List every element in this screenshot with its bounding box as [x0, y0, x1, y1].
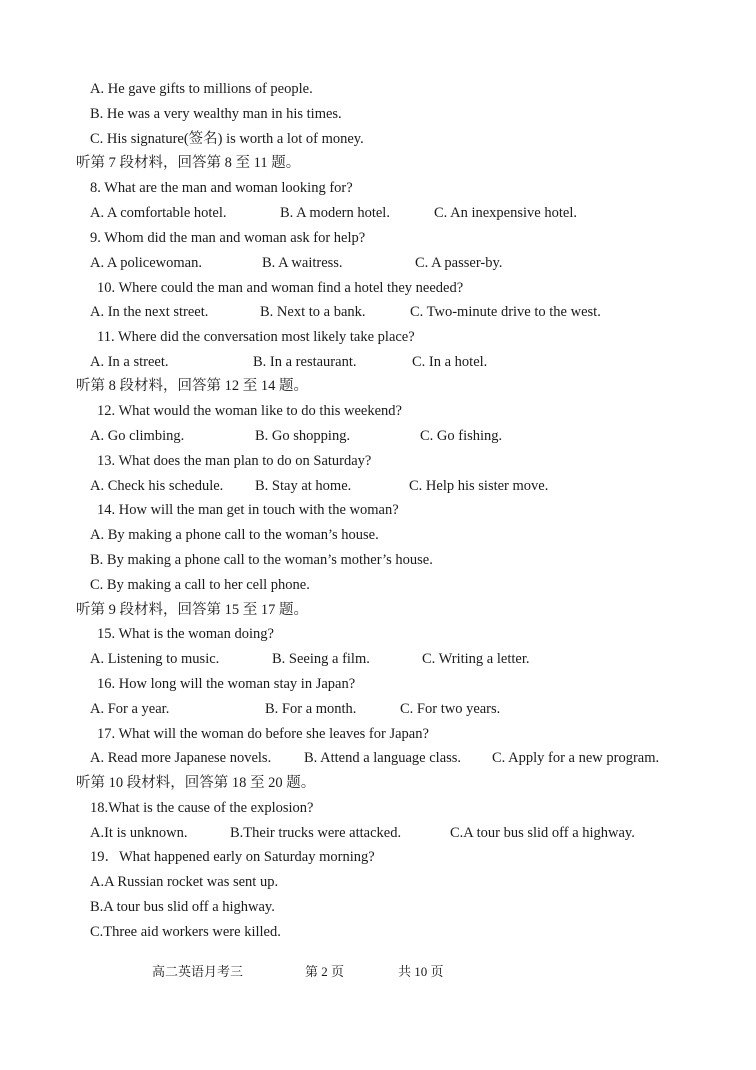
option-a: A.A Russian rocket was sent up. [90, 874, 279, 890]
question-stem [0, 845, 756, 869]
answer-options-row [0, 573, 756, 597]
option-a: A. Go climbing. [90, 428, 185, 444]
answer-options-row [0, 746, 756, 770]
answer-options-row [0, 424, 756, 448]
section-instruction [0, 151, 756, 175]
question-text: 9. Whom did the man and woman ask for help? [90, 230, 366, 246]
question-stem [0, 722, 756, 746]
option-a: A. A policewoman. [90, 255, 202, 271]
question-text: 8. What are the man and woman looking for? [90, 180, 353, 196]
option-c: C. A passer-by. [415, 255, 503, 271]
option-b: B. A modern hotel. [280, 205, 390, 221]
option-b: B. Go shopping. [255, 428, 351, 444]
answer-options-row [0, 548, 756, 572]
option-a: A. By making a phone call to the woman’s house. [90, 527, 379, 543]
section-instruction [0, 374, 756, 398]
page-footer [0, 962, 756, 982]
question-stem [0, 276, 756, 300]
question-stem [0, 622, 756, 646]
question-text: 18.What is the cause of the explosion? [90, 800, 314, 816]
answer-options-row [0, 523, 756, 547]
option-b: B. Attend a language class. [304, 750, 462, 766]
question-text: 16. How long will the woman stay in Japan? [97, 676, 356, 692]
option-c: C. In a hotel. [412, 354, 488, 370]
option-a: C. By making a call to her cell phone. [90, 577, 310, 593]
answer-options-row [0, 251, 756, 275]
footer-exam-title: 高二英语月考三 [152, 964, 244, 979]
question-stem [0, 498, 756, 522]
question-text: 14. How will the man get in touch with the woman? [97, 502, 399, 518]
answer-options-row [0, 870, 756, 894]
question-stem [0, 176, 756, 200]
section-instruction [0, 771, 756, 795]
answer-options-row [0, 920, 756, 944]
option-a: C. His signature(签名) is worth a lot of money. [90, 131, 364, 147]
question-stem [0, 226, 756, 250]
answer-options-row [0, 697, 756, 721]
option-a: B. By making a phone call to the woman’s mother’s house. [90, 552, 433, 568]
question-stem [0, 796, 756, 820]
option-b: B. A waitress. [262, 255, 343, 271]
section-instruction [0, 598, 756, 622]
answer-options-row [0, 821, 756, 845]
option-c: C. For two years. [400, 701, 501, 717]
question-text: 19．What happened early on Saturday morning? [90, 849, 375, 865]
option-b: B.Their trucks were attacked. [230, 825, 402, 841]
answer-options-row [0, 127, 756, 151]
option-a: A. For a year. [90, 701, 170, 717]
option-c: C. Two-minute drive to the west. [410, 304, 601, 320]
question-text: 13. What does the man plan to do on Saturday? [97, 453, 372, 469]
answer-options-row [0, 77, 756, 101]
answer-options-row [0, 102, 756, 126]
option-b: B. Stay at home. [255, 478, 352, 494]
option-c: C. Go fishing. [420, 428, 503, 444]
option-a: A.It is unknown. [90, 825, 188, 841]
option-a: A. A comfortable hotel. [90, 205, 227, 221]
answer-options-row [0, 201, 756, 225]
option-b: B. Seeing a film. [272, 651, 370, 667]
option-a: A. He gave gifts to millions of people. [90, 81, 313, 97]
footer-total-pages: 共 10 页 [398, 964, 444, 979]
option-c: C. Apply for a new program. [492, 750, 660, 766]
question-text: 11. Where did the conversation most likely take place? [97, 329, 415, 345]
option-c: C. An inexpensive hotel. [434, 205, 577, 221]
footer-page-number: 第 2 页 [305, 964, 345, 979]
option-b: B. Next to a bank. [260, 304, 366, 320]
option-a: A. Read more Japanese novels. [90, 750, 272, 766]
question-stem [0, 449, 756, 473]
question-text: 17. What will the woman do before she leaves for Japan? [97, 726, 429, 742]
answer-options-row [0, 647, 756, 671]
answer-options-row [0, 300, 756, 324]
option-c: C. Writing a letter. [422, 651, 530, 667]
option-a: C.Three aid workers were killed. [90, 924, 281, 940]
question-text: 15. What is the woman doing? [97, 626, 274, 642]
option-a: B. He was a very wealthy man in his times. [90, 106, 342, 122]
question-text: 10. Where could the man and woman find a hotel they needed? [97, 280, 464, 296]
option-c: C.A tour bus slid off a highway. [450, 825, 635, 841]
option-b: B. For a month. [265, 701, 357, 717]
option-a: B.A tour bus slid off a highway. [90, 899, 275, 915]
section-text: 听第 10 段材料，回答第 18 至 20 题。 [76, 775, 316, 791]
option-b: B. In a restaurant. [253, 354, 357, 370]
section-text: 听第 8 段材料，回答第 12 至 14 题。 [76, 378, 308, 394]
option-a: A. Listening to music. [90, 651, 220, 667]
answer-options-row [0, 350, 756, 374]
option-a: A. Check his schedule. [90, 478, 224, 494]
question-stem [0, 399, 756, 423]
option-a: A. In a street. [90, 354, 169, 370]
answer-options-row [0, 474, 756, 498]
answer-options-row [0, 895, 756, 919]
question-stem [0, 325, 756, 349]
section-text: 听第 9 段材料，回答第 15 至 17 题。 [76, 602, 308, 618]
option-a: A. In the next street. [90, 304, 209, 320]
question-text: 12. What would the woman like to do this weekend? [97, 403, 402, 419]
section-text: 听第 7 段材料，回答第 8 至 11 题。 [76, 155, 301, 171]
question-stem [0, 672, 756, 696]
option-c: C. Help his sister move. [409, 478, 549, 494]
